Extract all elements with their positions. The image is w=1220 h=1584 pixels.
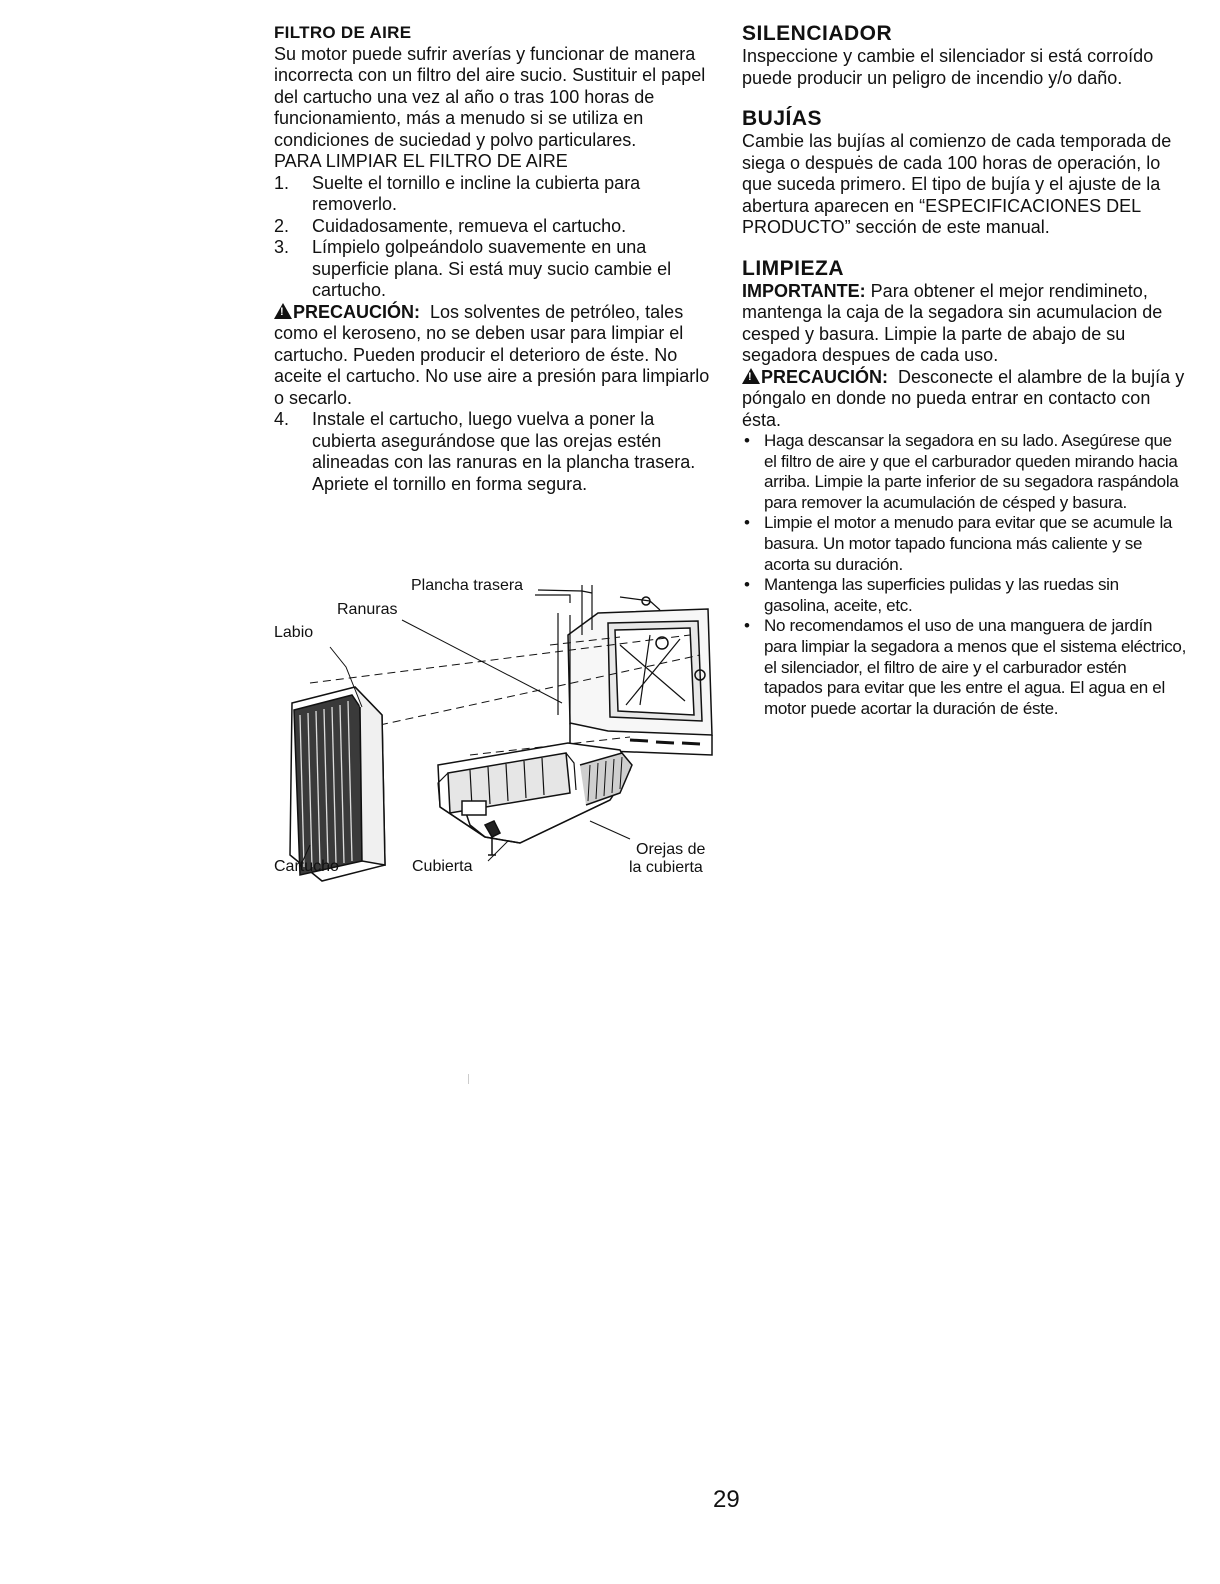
label-ranuras: Ranuras	[337, 601, 398, 618]
left-column	[274, 22, 714, 495]
list-item: • Haga descansar la segadora en su lado. Asegúrese que el filtro de aire y que el carburador queden mirando hacia arriba. Limpie la parte inferior de su segadora raspándola para remover la acumulación de césped y basura.	[744, 431, 1179, 512]
important-word: IMPORTANTE:	[742, 280, 866, 301]
step-item: 2. Cuidadosamente, remueva el cartucho.	[274, 215, 627, 236]
caution-word: PRECAUCIÓN:	[293, 301, 421, 322]
caution-paragraph	[274, 302, 714, 410]
list-item: • Limpie el motor a menudo para evitar que se acumule la basura. Un motor tapado funciona más caliente y se acorta su duración.	[744, 513, 1173, 574]
cleaning-steps-continued	[274, 409, 714, 495]
cleaning-heading: LIMPIEZA	[742, 256, 844, 280]
important-paragraph	[742, 281, 1187, 367]
step-item: 4. Instale el cartucho, luego vuelva a poner la cubierta asegurándose que las orejas estén alineadas con las ranuras en la plancha trasera. Apriete el tornillo en forma segura.	[274, 409, 696, 494]
label-orejas-1: Orejas de	[636, 841, 706, 858]
caution-word-right: PRECAUCIÓN:	[761, 366, 889, 387]
warning-icon	[274, 303, 292, 319]
page-number: 29	[713, 1486, 740, 1513]
right-column	[742, 22, 1187, 719]
warning-icon	[742, 368, 760, 384]
caution-text-right: Desconecte el alambre de la bujía y póngalo en donde no pueda entrar en contacto con ésta.	[742, 366, 1185, 430]
label-orejas-2: la cubierta	[629, 859, 703, 876]
caution-text: Los solventes de petróleo, tales como el keroseno, no se deben usar para limpiar el cartucho. Pueden producir el deterioro de éste. No aceite el cartucho. No use aire a presión para limpiarlo o secarlo.	[274, 301, 710, 408]
caution-paragraph-right	[742, 367, 1187, 432]
air-filter-diagram	[270, 575, 720, 885]
cleaning-steps	[274, 173, 714, 302]
list-item: • Mantenga las superficies pulidas y las ruedas sin gasolina, aceite, etc.	[744, 575, 1119, 615]
scan-mark	[468, 1074, 469, 1084]
air-filter-heading: FILTRO DE AIRE	[274, 23, 412, 42]
clean-filter-subheading: PARA LIMPIAR EL FILTRO DE AIRE	[274, 151, 568, 171]
muffler-heading: SILENCIADOR	[742, 22, 893, 45]
spark-plugs-heading: BUJÍAS	[742, 107, 823, 130]
label-cubierta: Cubierta	[412, 858, 473, 875]
label-cartucho: Cartucho	[274, 858, 339, 875]
muffler-text: Inspeccione y cambie el silenciador si está corroído puede producir un peligro de incendio y/o daño.	[742, 46, 1154, 88]
label-plancha: Plancha trasera	[411, 577, 524, 594]
step-item: 1. Suelte el tornillo e incline la cubierta para removerlo.	[274, 172, 641, 214]
air-filter-exploded-drawing	[270, 575, 720, 885]
label-labio: Labio	[274, 624, 314, 641]
spark-plugs-text: Cambie las bujías al comienzo de cada temporada de siega o despuės de cada 100 horas de operación, lo que suceda primero. El tipo de bujía y el ajuste de la abertura aparecen en “ESPECIFICACIONES DEL PRODUCTO” sección de este manual.	[742, 131, 1172, 237]
important-text: Para obtener el mejor rendimineto, mantenga la caja de la segadora sin acumulacion de cesped y basura. Limpie la parte de abajo de su segadora despues de cada uso.	[742, 280, 1163, 365]
step-item: 3. Límpielo golpeándolo suavemente en una superficie plana. Si está muy sucio cambie el cartucho.	[274, 237, 672, 300]
air-filter-intro: Su motor puede sufrir averías y funcionar de manera incorrecta con un filtro del aire sucio. Sustituir el papel del cartucho una vez al año o tras 100 horas de funcionamiento, más a menudo si se utiliza en condiciones de suciedad y polvo particulares.	[274, 43, 706, 150]
list-item: • No recomendamos el uso de una manguera de jardín para limpiar la segadora a menos que el sistema eléctrico, el silenciador, el filtro de aire y el carburador estén tapados para evitar que les entre el agua. El agua en el motor puede acortar la duración de éste.	[744, 616, 1186, 718]
cleaning-bullets	[742, 431, 1187, 719]
